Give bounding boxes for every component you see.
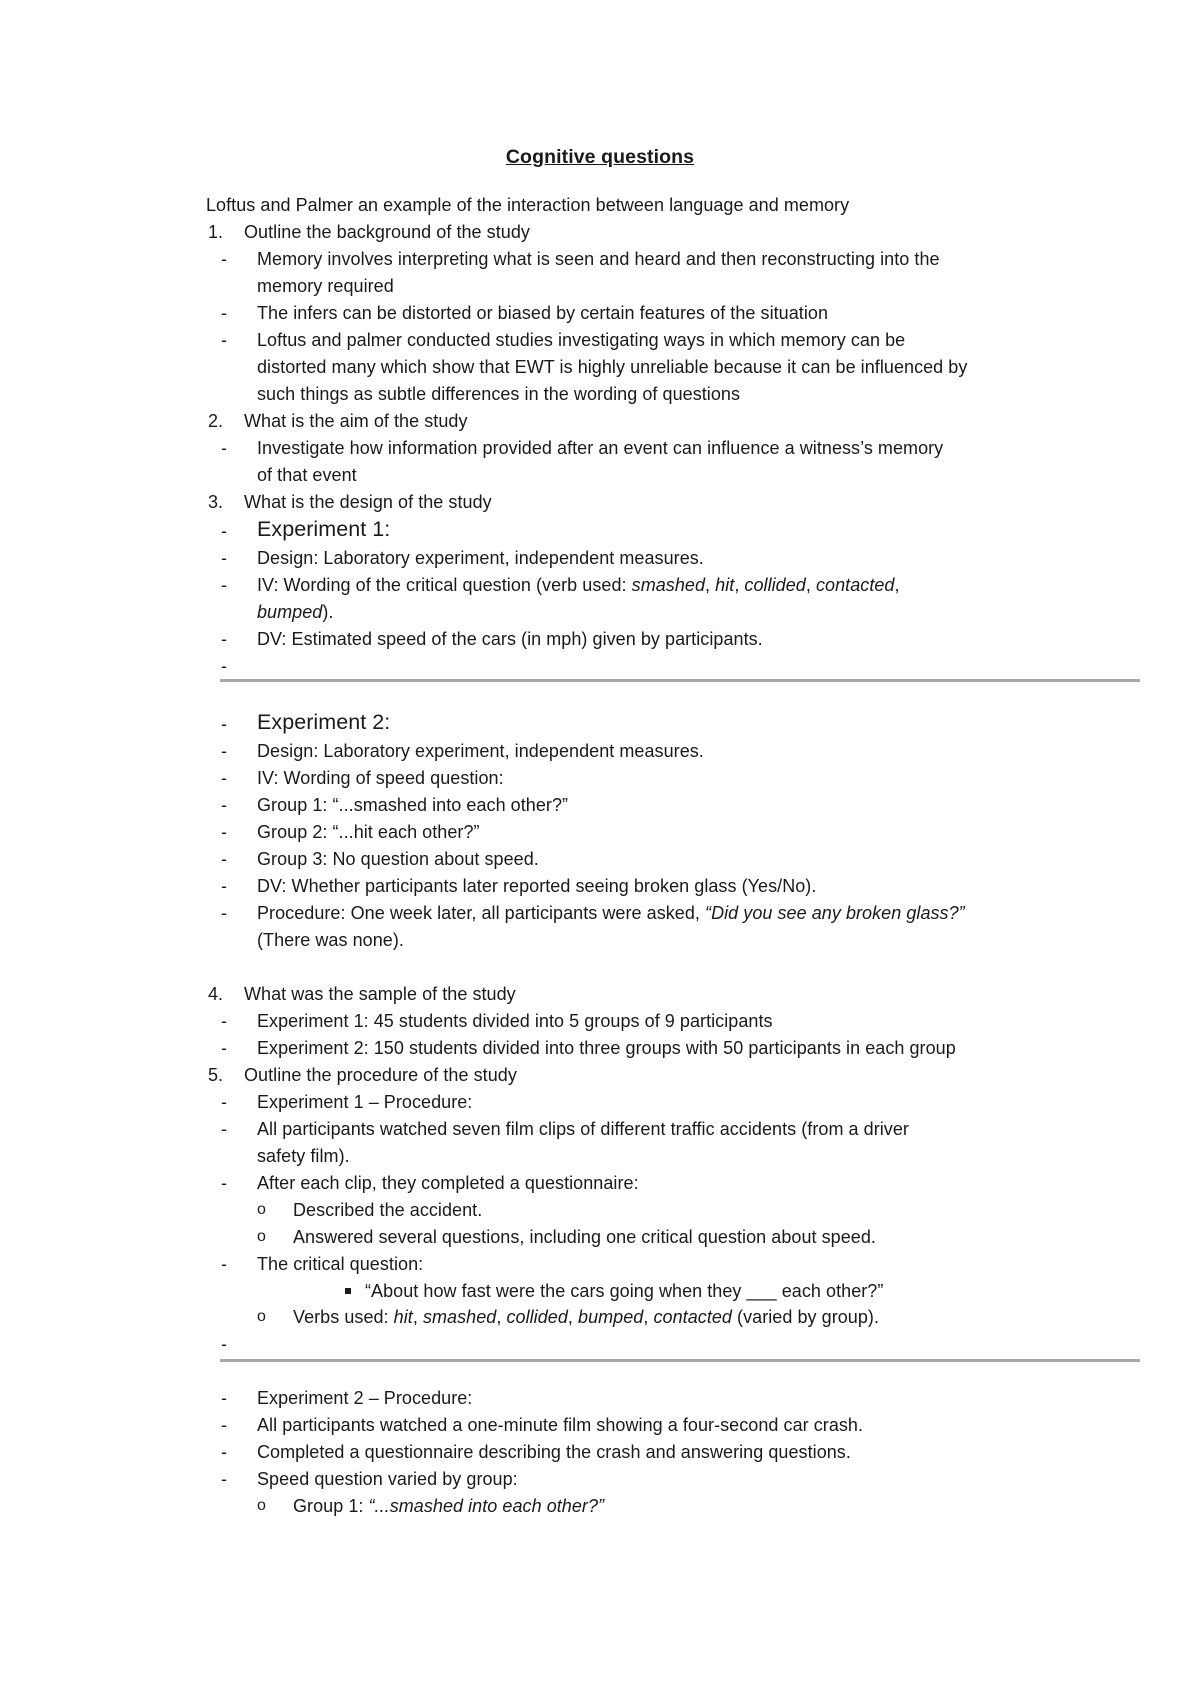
question-number: 4. (208, 984, 224, 1004)
exp1-procedure-heading: Experiment 1 – Procedure: (257, 1092, 473, 1112)
bullet-dash: - (221, 1119, 227, 1139)
question-4: What was the sample of the study (244, 984, 516, 1004)
intro-text: Loftus and Palmer an example of the interaction between language and memory (206, 195, 850, 215)
bullet-dash: - (221, 1254, 227, 1274)
exp2-dv: DV: Whether participants later reported seeing broken glass (Yes/No). (257, 876, 817, 896)
bullet-dash: - (221, 1415, 227, 1435)
bullet-dash: - (221, 741, 227, 761)
question-number: 2. (208, 411, 224, 431)
question-number: 3. (208, 492, 224, 512)
exp1-iv-cont: bumped). (257, 602, 334, 622)
exp2-procedure-heading: Experiment 2 – Procedure: (257, 1388, 473, 1408)
q1-bullet-2: The infers can be distorted or biased by certain features of the situation (257, 303, 829, 323)
q1-bullet-3: Loftus and palmer conducted studies investigating ways in which memory can be (257, 330, 906, 350)
experiment-1-heading: Experiment 1: (257, 517, 391, 541)
square-bullet-icon (345, 1288, 351, 1294)
sub-bullet-circle: o (257, 1201, 266, 1218)
exp2-proc-bullet-2: Completed a questionnaire describing the crash and answering questions. (257, 1442, 851, 1462)
bullet-dash: - (221, 1092, 227, 1112)
sub-bullet-circle: o (257, 1497, 266, 1514)
bullet-dash: - (221, 249, 227, 269)
bullet-dash: - (221, 903, 227, 923)
horizontal-rule (220, 1359, 1140, 1362)
bullet-dash: - (221, 1173, 227, 1193)
bullet-dash: - (221, 795, 227, 815)
exp2-proc-bullet-3: Speed question varied by group: (257, 1469, 518, 1489)
bullet-dash: - (221, 768, 227, 788)
bullet-dash: - (221, 822, 227, 842)
exp1-proc-bullet-1-cont: safety film). (257, 1146, 350, 1166)
exp2-group-1: Group 1: “...smashed into each other?” (257, 795, 569, 815)
q4-bullet-1: Experiment 1: 45 students divided into 5 groups of 9 participants (257, 1011, 773, 1031)
exp1-dv: DV: Estimated speed of the cars (in mph) given by participants. (257, 629, 763, 649)
page-title: Cognitive questions (505, 146, 695, 168)
exp2-group-3: Group 3: No question about speed. (257, 849, 539, 869)
bullet-dash: - (221, 1038, 227, 1058)
horizontal-rule (220, 679, 1140, 682)
question-number: 5. (208, 1065, 224, 1085)
exp2-procedure: Procedure: One week later, all participants were asked, “Did you see any broken glass?” (257, 903, 965, 923)
exp2-proc-bullet-1: All participants watched a one-minute film showing a four-second car crash. (257, 1415, 864, 1435)
bullet-dash: - (221, 330, 227, 350)
bullet-dash: - (221, 1469, 227, 1489)
bullet-dash: - (221, 1334, 227, 1354)
bullet-dash: - (221, 849, 227, 869)
exp2-iv: IV: Wording of speed question: (257, 768, 504, 788)
exp1-proc-verbs: Verbs used: hit, smashed, collided, bumped, contacted (varied by group). (293, 1307, 880, 1327)
q1-bullet-1-cont: memory required (257, 276, 394, 296)
exp1-iv: IV: Wording of the critical question (verb used: smashed, hit, collided, contacted, (257, 575, 900, 595)
exp1-proc-bullet-1: All participants watched seven film clips of different traffic accidents (from a driver (257, 1119, 909, 1139)
bullet-dash: - (221, 629, 227, 649)
sub-bullet-circle: o (257, 1228, 266, 1245)
bullet-dash: - (221, 575, 227, 595)
bullet-dash: - (221, 1011, 227, 1031)
question-3: What is the design of the study (244, 492, 492, 512)
bullet-dash: - (221, 876, 227, 896)
exp2-procedure-cont: (There was none). (257, 930, 404, 950)
question-number: 1. (208, 222, 224, 242)
q2-bullet-1: Investigate how information provided after an event can influence a witness’s memory (257, 438, 944, 458)
q1-bullet-1: Memory involves interpreting what is seen and heard and then reconstructing into the (257, 249, 940, 269)
bullet-dash: - (221, 714, 227, 734)
exp2-proc-sub-1: Group 1: “...smashed into each other?” (293, 1496, 605, 1516)
exp1-proc-sub-1: Described the accident. (293, 1200, 483, 1220)
question-1: Outline the background of the study (244, 222, 530, 242)
bullet-dash: - (221, 438, 227, 458)
exp1-proc-bullet-3: The critical question: (257, 1254, 424, 1274)
bullet-dash: - (221, 303, 227, 323)
exp1-design: Design: Laboratory experiment, independent measures. (257, 548, 704, 568)
sub-bullet-circle: o (257, 1308, 266, 1325)
experiment-2-heading: Experiment 2: (257, 710, 391, 734)
critical-question: “About how fast were the cars going when they ___ each other?” (365, 1281, 884, 1301)
exp1-proc-bullet-2: After each clip, they completed a questionnaire: (257, 1173, 639, 1193)
exp2-group-2: Group 2: “...hit each other?” (257, 822, 480, 842)
bullet-dash: - (221, 656, 227, 676)
q2-bullet-1-cont: of that event (257, 465, 357, 485)
bullet-dash: - (221, 1442, 227, 1462)
bullet-dash: - (221, 1388, 227, 1408)
q1-bullet-3-cont: distorted many which show that EWT is highly unreliable because it can be influenced by (257, 357, 968, 377)
bullet-dash: - (221, 548, 227, 568)
q4-bullet-2: Experiment 2: 150 students divided into three groups with 50 participants in each group (257, 1038, 956, 1058)
question-2: What is the aim of the study (244, 411, 468, 431)
exp2-design: Design: Laboratory experiment, independent measures. (257, 741, 704, 761)
q1-bullet-3-cont: such things as subtle differences in the wording of questions (257, 384, 741, 404)
bullet-dash: - (221, 521, 227, 541)
question-5: Outline the procedure of the study (244, 1065, 517, 1085)
exp1-proc-sub-2: Answered several questions, including one critical question about speed. (293, 1227, 876, 1247)
